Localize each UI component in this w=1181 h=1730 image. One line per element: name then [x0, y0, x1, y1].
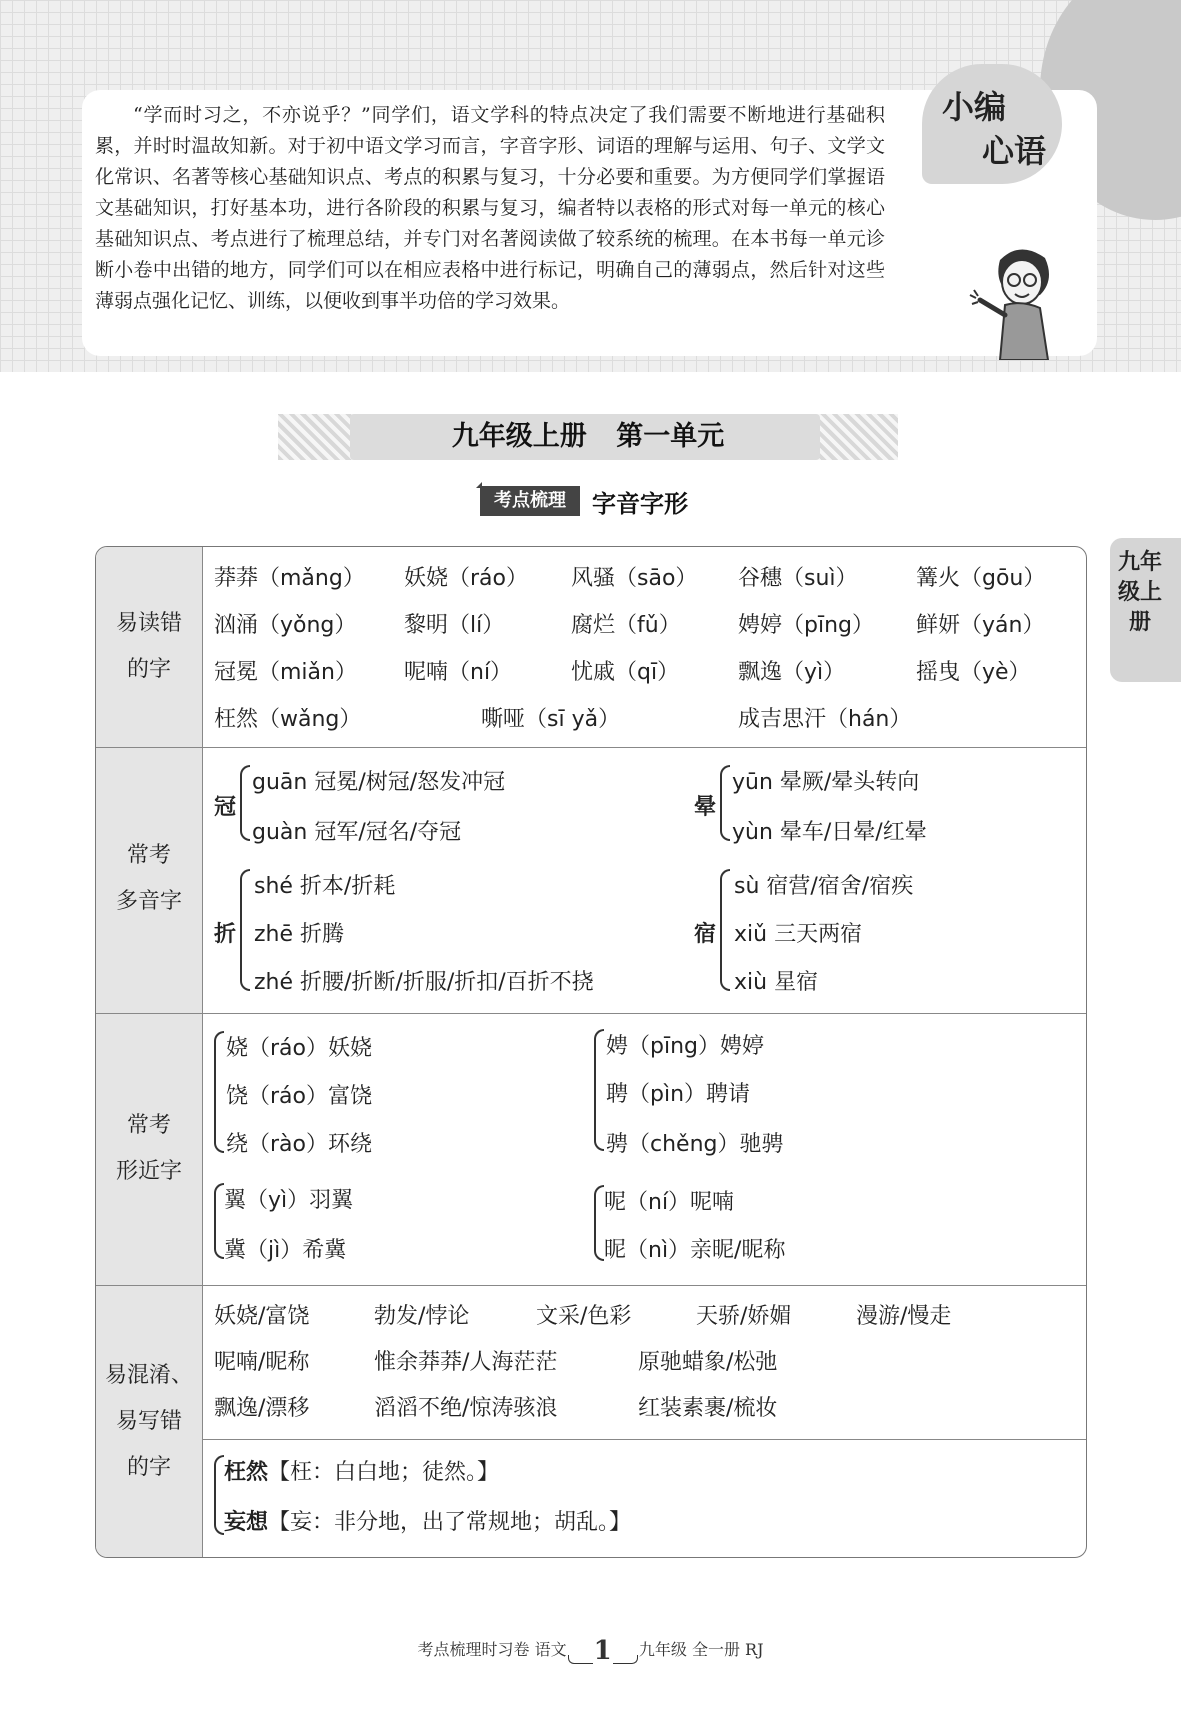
- xingjin-item: 呢（ní）呢喃: [604, 1190, 735, 1215]
- side-tab[interactable]: [1110, 538, 1181, 682]
- duyin-item: 忧戚（qī）: [571, 660, 680, 685]
- duoyin-reading: xiù 星宿: [734, 970, 819, 995]
- hunxiao-item: 飘逸/漂移: [214, 1396, 310, 1421]
- duyin-item: 篝火（gōu）: [916, 566, 1046, 591]
- unit-title: 九年级上册 第一单元: [451, 421, 725, 452]
- cell-divider: [202, 1439, 1086, 1440]
- row-label-duoyin-2: 多音字: [115, 889, 182, 914]
- duyin-item: 妖娆（ráo）: [404, 566, 528, 591]
- row-label-duoyin-1: 常考: [126, 843, 171, 868]
- duyin-item: 枉然（wǎng）: [214, 707, 362, 732]
- hunxiao-item: 呢喃/昵称: [214, 1350, 310, 1375]
- row-label-hunxiao-1: 易混淆、: [104, 1363, 193, 1388]
- brace: [594, 1185, 604, 1261]
- row-label-xingjin-2: 形近字: [115, 1159, 182, 1184]
- knowledge-table: [95, 546, 1087, 1558]
- duyin-item: 冠冕（miǎn）: [214, 660, 357, 685]
- brace: [720, 869, 730, 991]
- xingjin-item: 绕（rào）环绕: [226, 1132, 372, 1157]
- hunxiao-item: 惟余莽莽/人海茫茫: [374, 1350, 558, 1375]
- brace: [240, 765, 250, 841]
- row-divider: [96, 1013, 1086, 1014]
- section-tag: 考点梳理: [480, 486, 580, 516]
- duoyin-reading: yùn 晕车/日晕/红晕: [732, 820, 927, 845]
- duyin-item: 飘逸（yì）: [738, 660, 846, 685]
- row-divider: [96, 747, 1086, 748]
- xingjin-item: 娉（pīng）娉婷: [606, 1034, 764, 1059]
- duoyin-reading: xiǔ 三天两宿: [734, 922, 863, 947]
- duyin-item: 嘶哑（sī yǎ）: [481, 707, 621, 732]
- duoyin-reading: guàn 冠军/冠名/夺冠: [252, 820, 462, 845]
- side-tab-label: 九年级上册: [1117, 550, 1162, 635]
- duoyin-reading: shé 折本/折耗: [254, 874, 396, 899]
- hunxiao-item: 红装素裹/梳妆: [638, 1396, 778, 1421]
- xingjin-item: 娆（ráo）妖娆: [226, 1036, 372, 1061]
- duoyin-reading: sù 宿营/宿舍/宿疾: [734, 874, 914, 899]
- hunxiao-item: 漫游/慢走: [856, 1304, 952, 1329]
- xingjin-item: 聘（pìn）聘请: [606, 1082, 751, 1107]
- brace: [720, 765, 730, 841]
- mascot-illustration: [960, 240, 1070, 360]
- row-label-xingjin-1: 常考: [126, 1113, 171, 1138]
- hunxiao-item: 滔滔不绝/惊涛骇浪: [374, 1396, 558, 1421]
- row-label-duyin-2: 的字: [126, 657, 171, 682]
- word: 妄想: [224, 1510, 269, 1535]
- hunxiao-item: 妖娆/富饶: [214, 1304, 310, 1329]
- footer-right: 九年级 全一册 RJ: [638, 1640, 764, 1659]
- word-note: 【枉：白白地；徒然。】: [268, 1460, 500, 1485]
- brace: [240, 869, 250, 991]
- duoyin-reading: zhē 折腾: [254, 922, 345, 947]
- duyin-item: 娉婷（pīng）: [738, 613, 874, 638]
- bubble-line-2: 心语: [982, 132, 1047, 170]
- hunxiao-word-2: [224, 1505, 631, 1536]
- page-number: 1: [593, 1636, 612, 1666]
- duyin-item: 风骚（sāo）: [571, 566, 698, 591]
- hunxiao-item: 文采/色彩: [536, 1304, 632, 1329]
- brace: [214, 1031, 224, 1153]
- row-label-hunxiao-3: 的字: [126, 1455, 171, 1480]
- unit-title-bar: [278, 414, 898, 460]
- editor-note-bubble: [922, 64, 1062, 184]
- xingjin-item: 昵（nì）亲昵/昵称: [604, 1238, 786, 1263]
- row-label-hunxiao-2: 易写错: [115, 1409, 182, 1434]
- hunxiao-word-1: [224, 1455, 499, 1486]
- duyin-item: 鲜妍（yán）: [916, 613, 1045, 638]
- duoyin-reading: guān 冠冕/树冠/怒发冲冠: [252, 770, 506, 795]
- duoyin-reading: yūn 晕厥/晕头转向: [732, 770, 920, 795]
- xingjin-item: 骋（chěng）驰骋: [606, 1132, 784, 1157]
- duyin-item: 腐烂（fǔ）: [571, 613, 681, 638]
- brace: [594, 1029, 604, 1151]
- duyin-item: 莽莽（mǎng）: [214, 566, 365, 591]
- brace: [214, 1455, 224, 1535]
- duyin-item: 黎明（lí）: [404, 613, 505, 638]
- duoyin-key: 晕: [694, 795, 717, 820]
- row-divider: [96, 1285, 1086, 1286]
- page-footer: [0, 1636, 1181, 1666]
- duoyin-reading: zhé 折腰/折断/折服/折扣/百折不挠: [254, 970, 594, 995]
- section-title: 字音字形: [592, 490, 688, 518]
- xingjin-item: 翼（yì）羽翼: [224, 1188, 354, 1213]
- duyin-item: 谷穗（suì）: [738, 566, 858, 591]
- word-note: 【妄：非分地，出了常规地；胡乱。】: [268, 1510, 632, 1535]
- row-label-duyin-1: 易读错: [115, 611, 182, 636]
- duyin-item: 呢喃（ní）: [404, 660, 513, 685]
- duoyin-key: 冠: [214, 795, 237, 820]
- word: 枉然: [224, 1460, 269, 1485]
- duyin-item: 汹涌（yǒng）: [214, 613, 357, 638]
- duoyin-key: 折: [214, 922, 237, 947]
- hunxiao-item: 原驰蜡象/松弛: [638, 1350, 778, 1375]
- hunxiao-item: 天骄/娇媚: [696, 1304, 792, 1329]
- brace: [214, 1183, 224, 1259]
- duoyin-key: 宿: [694, 922, 717, 947]
- xingjin-item: 冀（jì）希冀: [224, 1238, 347, 1263]
- footer-left: 考点梳理时习卷 语文: [417, 1640, 567, 1659]
- duyin-item: 成吉思汗（hán）: [738, 707, 912, 732]
- intro-text: “学而时习之，不亦说乎？”同学们，语文学科的特点决定了我们需要不断地进行基础积累，并时时温故知新。对于初中语文学习而言，字音字形、词语的理解与运用、句子、文学文化常识、名著等核心基础知识点、考点的积累与复习，十分必要和重要。为方便同学们掌握语文基础知识，打好基本功，进行各阶段的积累与复习，编者特以表格的形式对每一单元的核心基础知识点、考点进行了梳理总结，并专门对名著阅读做了较系统的梳理。在本书每一单元诊断小卷中出错的地方，同学们可以在相应表格中进行标记，明确自己的薄弱点，然后针对这些薄弱点强化记忆、训练，以便收到事半功倍的学习效果。: [95, 104, 885, 312]
- duyin-item: 摇曳（yè）: [916, 660, 1031, 685]
- bubble-line-1: 小编: [942, 88, 1007, 126]
- xingjin-item: 饶（ráo）富饶: [226, 1084, 372, 1109]
- hunxiao-item: 勃发/悖论: [374, 1304, 470, 1329]
